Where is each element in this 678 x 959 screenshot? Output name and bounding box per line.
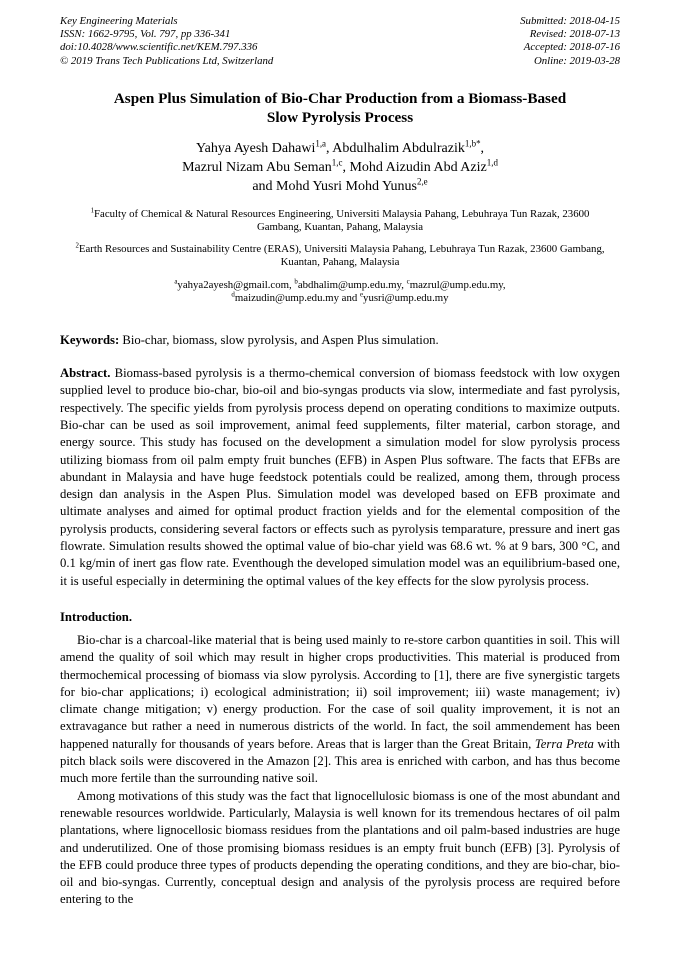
intro-paragraph-1-text: Bio-char is a charcoal-like material that is being used mainly to re-store carbon quantities in soil. This will amend the quality of soil which may result in higher crops productivities. This material is produced from thermochemical processing of biomass via slow pyrolysis. According to [1], there are five synergistic targets for bio-char applications; i) ecological administration; ii) soil improvement; iii) waste management; iv) climate change mitigation; v) energy production. For the case of soil quality improvement, it is not an extravagance but rather a need in numerous districts of the world. In fact, the soil ammendement has been happened naturally for thousands of years before. Areas that is larger than the Great Britain, bbox=[60, 632, 620, 751]
author-name: and Mohd Yusri Mohd Yunus bbox=[252, 178, 417, 194]
online-date: Online: 2019-03-28 bbox=[533, 54, 620, 67]
submission-dates bbox=[520, 15, 620, 68]
journal-issn-volume: ISSN: 1662-9795, Vol. 797, pp 336-341 bbox=[60, 28, 231, 41]
email-marker: a bbox=[174, 278, 178, 286]
affiliation-text: Faculty of Chemical & Natural Resources Engineering, Universiti Malaysia Pahang, Lebuhraya Tun Razak, 23600 Gambang, Kuantan, Pahang, Malaysia bbox=[94, 207, 590, 234]
journal-copyright: © 2019 Trans Tech Publications Ltd, Switzerland bbox=[60, 54, 274, 67]
author-name: Mazrul Nizam Abu Seman bbox=[182, 159, 332, 175]
author-line-2 bbox=[60, 158, 620, 177]
keywords-text: Bio-char, biomass, slow pyrolysis, and Aspen Plus simulation. bbox=[119, 332, 439, 347]
email-address: yusri@ump.edu.my bbox=[363, 292, 449, 305]
abstract-section bbox=[60, 365, 620, 590]
author-name: , Abdulhalim Abdulrazik bbox=[326, 140, 465, 156]
journal-title: Key Engineering Materials bbox=[60, 15, 178, 27]
author-affiliation-marker: 2,e bbox=[416, 176, 428, 187]
intro-paragraph-2: Among motivations of this study was the fact that lignocellulosic biomass is one of the most abundant and renewable resources worldwide. Particularly, Malaysia is well known for its tremendous hectares of oil palm plantations, where lignocellosic biomass residues from the plantations and oil palm-based industries are huge and underutilized. One of those promising biomass residues is an empty fruit bunch (EFB) [3]. Pyrolysis of the EFB could produce three types of products depending the operating conditions, and they are bio-char, bio-oil and bio-syngas. Currently, conceptual design and analysis of the pyrolysis process are required before entering to the bbox=[60, 788, 620, 907]
journal-doi: doi:10.4028/www.scientific.net/KEM.797.336 bbox=[60, 41, 258, 54]
email-marker: b bbox=[294, 278, 298, 286]
paper-header bbox=[60, 15, 620, 68]
email-address: abdhalim@ump.edu.my, bbox=[297, 278, 407, 291]
email-marker: d bbox=[231, 291, 235, 299]
intro-paragraph-1-text: with pitch black soils were discovered in the Amazon [2]. This area is enriched with carbon, and has thus become much more fertile than the surrounding native soil. bbox=[60, 736, 620, 786]
introduction-heading: Introduction. bbox=[60, 609, 133, 624]
author-line-1 bbox=[60, 139, 620, 158]
author-line-3 bbox=[60, 177, 620, 196]
affiliation-1 bbox=[68, 208, 613, 235]
affiliation-marker: 1 bbox=[90, 207, 95, 215]
email-address: mazrul@ump.edu.my, bbox=[409, 278, 506, 291]
abstract-label: Abstract. bbox=[60, 366, 111, 381]
paper-title-line-2: Slow Pyrolysis Process bbox=[266, 109, 414, 127]
paper-title-line-1: Aspen Plus Simulation of Bio-Char Production from a Biomass-Based bbox=[113, 89, 567, 107]
affiliation-text: Earth Resources and Sustainability Centre (ERAS), Universiti Malaysia Pahang, Lebuhraya Tun Razak, 23600 Gambang, Kuantan, Pahang, Malaysia bbox=[78, 242, 605, 269]
paper-title bbox=[60, 89, 620, 128]
keywords-section bbox=[60, 332, 620, 349]
email-marker: e bbox=[359, 291, 364, 299]
keywords-label: Keywords: bbox=[60, 332, 120, 347]
abstract-text: Biomass-based pyrolysis is a thermo-chemical conversion of biomass feedstock with low oxygen supplied level to produce bio-char, bio-oil and bio-syngas products via slow, intermediate and fast pyrolysis, respectively. The specific yields from pyrolysis process depend on operating conditions to maximize outputs. Bio-char can be used as soil improvement, animal feed supplements, filter material, carbon storage, and energy source. This study has focused on the development a simulation model for slow pyrolysis process utilizing biomass from oil palm empty fruit bunches (EFB) in Aspen Plus software. The facts that EFBs are abundant in Malaysia and have huge feedstock potentials could be realized, among them, through process design dan analysis in the Aspen Plus. Simulation model was developed based on EFB proximate and ultimate analyses and aimed for optimal product fraction yields and for the elemental composition of the pyrolysis products, considering several factors or effects such as pyrolysis temparature, pressure and inert gas flowrate. Simulation results showed the optimal value of bio-char yield was 68.6 wt. % at 9 bars, 300 °C, and 0.1 kg/min of inert gas flow rate. Eventhough the developed simulation model was an equilibrium-based one, it is useful especially in determining the optimal values of the key effects for the slow pyrolysis process. bbox=[60, 366, 620, 588]
accepted-date: Accepted: 2018-07-16 bbox=[523, 41, 620, 54]
intro-paragraph-1 bbox=[60, 632, 620, 788]
author-emails bbox=[60, 279, 620, 306]
affiliation-marker: 2 bbox=[75, 242, 79, 250]
author-name: , Mohd Aizudin Abd Aziz bbox=[342, 159, 487, 175]
term-terra-preta: Terra Preta bbox=[534, 736, 594, 751]
author-name: Yahya Ayesh Dahawi bbox=[195, 140, 316, 156]
author-affiliation-marker: 1,a bbox=[315, 138, 327, 149]
email-address: yahya2ayesh@gmail.com, bbox=[177, 278, 295, 291]
author-affiliation-marker: 1,d bbox=[486, 157, 498, 168]
journal-info bbox=[60, 15, 273, 68]
email-marker: c bbox=[406, 278, 410, 286]
author-affiliation-marker: 1,c bbox=[331, 157, 343, 168]
author-separator: , bbox=[480, 140, 485, 156]
revised-date: Revised: 2018-07-13 bbox=[529, 28, 620, 41]
submitted-date: Submitted: 2018-04-15 bbox=[520, 15, 620, 27]
author-list bbox=[60, 139, 620, 196]
affiliation-2 bbox=[68, 243, 613, 270]
author-affiliation-marker: 1,b* bbox=[464, 138, 481, 149]
email-address: maizudin@ump.edu.my and bbox=[234, 292, 360, 305]
